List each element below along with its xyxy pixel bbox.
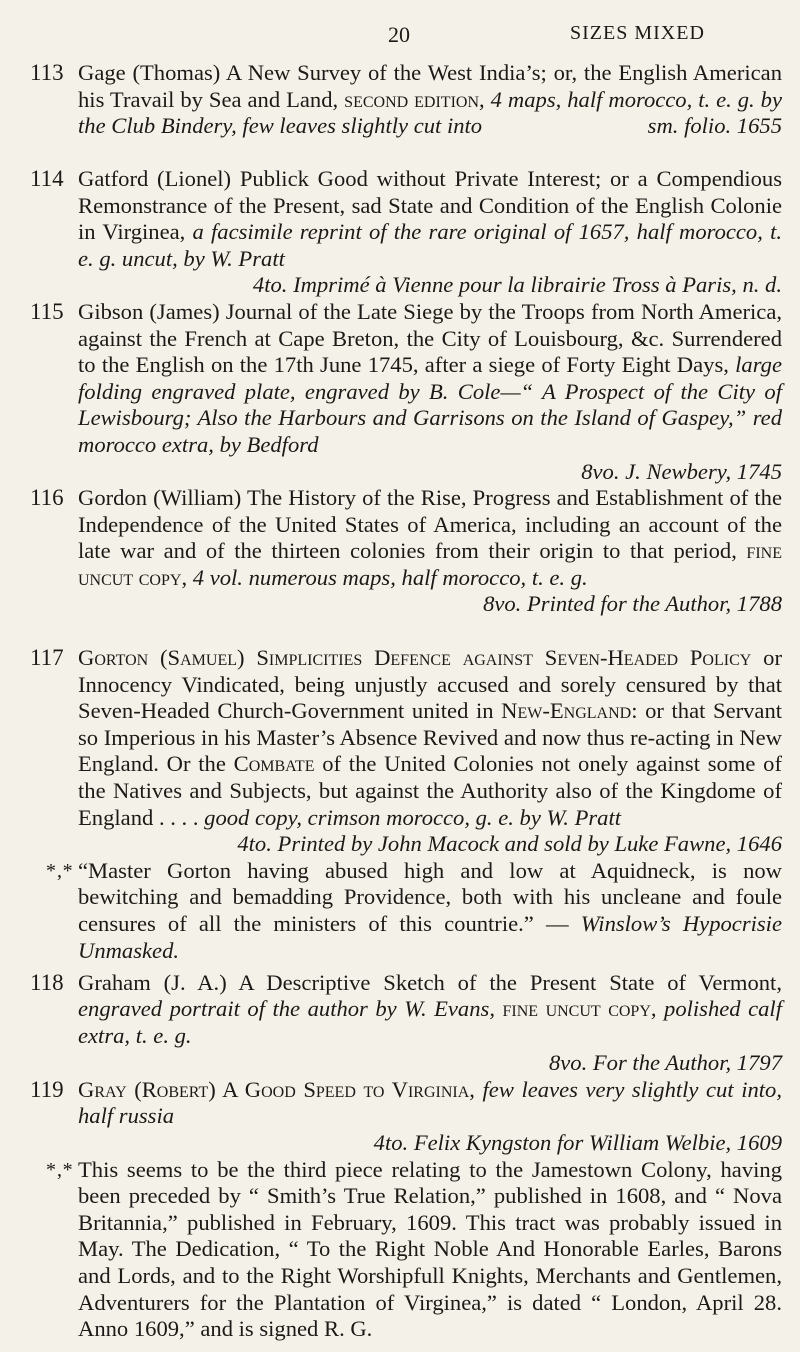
catalogue-entry [30,299,782,485]
entry-text [78,60,782,140]
entry-title: of the United Colonies not onely against some of the Natives and Subjects, but against the Authority also of the Kingdome of England . . . . [78,751,782,830]
entry-text [78,1077,782,1157]
entry-details: a facsimile reprint of the rare original of 1657, half morocco, t. e. g. uncut, by W. Pratt [78,219,782,271]
entry-title: Gibson (James) Journal of the Late Siege by the Troops from North America, against the French at Cape Breton, the City of Louisbourg, &c. Surrendered to the English on the 17th June 1745, after a siege of Forty Eight Days, [78,299,782,378]
entry-imprint: 8vo. Printed for the Author, 1788 [483,591,782,617]
entry-details: good copy, crimson morocco, g. e. by W. Pratt [204,804,622,830]
entry-text [78,299,782,485]
entry-text [78,970,782,1076]
entry-title-caps: Gray (Robert) A Good Speed to Virginia, [78,1076,475,1102]
entry-imprint: 4to. Felix Kyngston for William Welbie, 1609 [373,1129,782,1155]
entries-list [30,60,782,1343]
catalogue-entry [30,485,782,645]
entry-title: or Innocency Vindicated, being unjustly accused and sorely censured by that Seven-Headed Church-Government united in [78,645,782,724]
entry-details-2: polished calf extra, t. e. g. [78,996,782,1048]
entry-title: or that Servant so Imperious in his Master’s Absence Revived and now thus re-acting in New England. Or the [78,698,783,777]
entry-note [30,858,782,970]
entry-title: Gordon (William) The History of the Rise, Progress and Establishment of the Independence of the United States of America, including an account of the late war and of the thirteen colonies from their origin to that period, [78,485,782,564]
entry-imprint: 4to. Imprimé à Vienne pour la librairie Tross à Paris, n. d. [252,272,782,298]
entry-title-caps: Gorton (Samuel) Simplicities Defence against Seven-Headed Policy [78,645,752,670]
entry-imprint: 8vo. For the Author, 1797 [548,1049,782,1075]
entry-imprint: sm. folio. 1655 [647,113,782,139]
note-marker: *‚* [46,1158,73,1181]
note-quote: “Master Gorton having abused high and low at Aquidneck, is now bewitching and bemadding Providence, both with his uncleane and foule censures of all the ministers of this countrie.” — [78,857,782,936]
lot-number: 113 [30,60,64,85]
note-body: This seems to be the third piece relating to the Jamestown Colony, having been preceded by “ Smith’s True Relation,” published in 1608, and “ Nova Britannia,” published in February, 1609. This tract was probably issued in May. The Dedication, “ To the Right Noble And Honorable Earles, Barons and Lords, and to the Right Worshipfull Knights, Merchants and Gentlemen, Adventurers for the Plantation of Virginea,” is dated “ London, April 28. Anno 1609,” and is signed R. G. [78,1156,782,1342]
note-text [78,858,782,964]
entry-title: Gatford (Lionel) Publick Good without Private Interest; or a Compendious Remonstrance of the Present, sad State and Condition of the English Colonie in Virginea, [78,166,782,245]
entry-imprint: 8vo. J. Newbery, 1745 [581,458,782,484]
lot-number: 114 [30,166,64,191]
lot-number: 117 [30,645,64,670]
catalogue-entry [30,645,782,858]
page-number: 20 [388,22,410,47]
edition-note: fine uncut copy, [502,996,657,1022]
lot-number: 115 [30,299,64,324]
entry-title: Graham (J. A.) A Descriptive Sketch of the Present State of Vermont, [78,969,782,995]
lot-number: 118 [30,969,64,995]
entry-note [30,1157,782,1343]
note-marker: *‚* [46,859,73,882]
entry-details: 4 maps, half morocco, t. e. g. by the Club Bindery, few leaves slightly cut into [78,86,783,139]
lot-number: 116 [30,485,64,510]
entry-title-caps: New-England: [501,698,638,724]
lot-number: 119 [30,1076,64,1102]
entry-text [78,166,782,299]
edition-note: second edition, [344,86,485,112]
catalogue-entry [30,970,782,1077]
entry-title: Gage (Thomas) A New Survey of the West India’s; or, the English American his Travail by Sea and Land, [78,60,782,112]
entry-imprint: 4to. Printed by John Macock and sold by Luke Fawne, 1646 [237,831,782,857]
note-text [78,1157,782,1343]
page-header [0,22,800,52]
entry-details: 4 vol. numerous maps, half morocco, t. e. g. [192,564,588,590]
entry-details: large folding engraved plate, engraved by B. Cole—“ A Prospect of the City of Lewisbourg; Also the Harbours and Garrisons on the Island of Gaspey,” red morocco extra, by Bedford [78,352,782,457]
note-source: Winslow’s Hypocrisie Unmasked. [78,910,782,963]
edition-note: fine uncut copy, [78,538,782,590]
running-title: SIZES MIXED [570,22,705,44]
entry-title-caps: Combate [233,751,315,777]
entry-text [78,485,782,618]
entry-details: few leaves very slightly cut into, half russia [78,1076,782,1129]
catalogue-entry [30,166,782,299]
entry-details: engraved portrait of the author by W. Evans, [78,996,495,1022]
entry-text [78,645,782,858]
catalogue-entry [30,1077,782,1157]
